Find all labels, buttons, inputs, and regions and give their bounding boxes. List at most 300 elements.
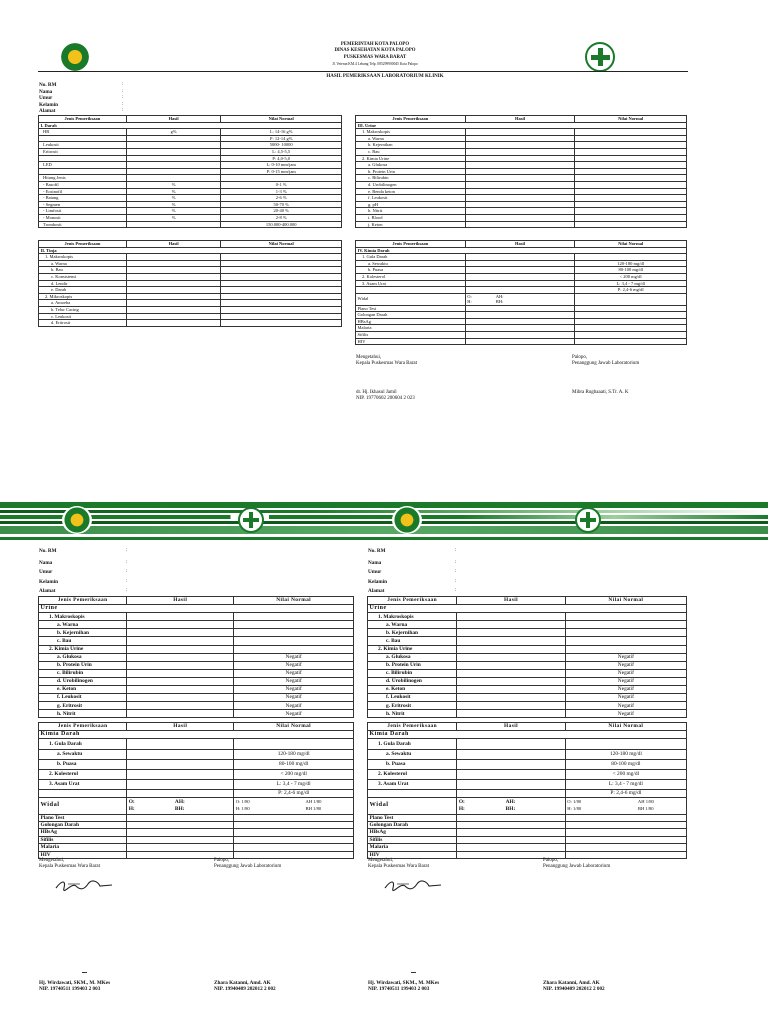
table-row bbox=[39, 260, 342, 267]
row-hasil bbox=[457, 669, 565, 677]
patient-label-kelamin: Kelamin bbox=[39, 101, 59, 108]
row-name: HBsAg bbox=[368, 829, 457, 836]
row-hasil bbox=[127, 669, 234, 677]
row-name: 2. Mikroskopis bbox=[39, 293, 127, 300]
col-header-jenis: Jenis Pemeriksaan bbox=[368, 597, 457, 605]
widal-ref-ah: AH 1/80 bbox=[637, 798, 654, 804]
row-hasil: % bbox=[126, 195, 221, 202]
patient-label-nama: Nama bbox=[39, 560, 53, 566]
row-hasil bbox=[457, 790, 565, 797]
row-hasil bbox=[457, 829, 565, 836]
row-name: LED bbox=[39, 162, 127, 169]
patient-value-rm: : bbox=[122, 82, 124, 87]
row-normal: < 200 mg/dl bbox=[234, 770, 354, 780]
table-row bbox=[356, 325, 687, 332]
row-normal bbox=[234, 637, 354, 645]
row-normal bbox=[221, 280, 342, 287]
row-normal bbox=[234, 613, 354, 621]
row-normal bbox=[575, 162, 687, 169]
patient-label-rm: No. RM bbox=[39, 82, 57, 88]
table-row bbox=[39, 181, 342, 188]
row-normal: 150.000-400.000 bbox=[221, 221, 342, 228]
table-row bbox=[356, 148, 687, 155]
row-name: - Monosit bbox=[39, 214, 127, 221]
col-header-jenis: Jenis Pemeriksaan bbox=[39, 723, 127, 731]
row-hasil bbox=[465, 312, 575, 319]
bottom-kimia-table bbox=[367, 722, 687, 859]
row-name: a. Glukosa bbox=[39, 653, 127, 661]
table-row bbox=[356, 305, 687, 312]
row-normal bbox=[575, 142, 687, 149]
health-cross-icon bbox=[585, 42, 615, 72]
palopo-emblem-icon bbox=[392, 506, 422, 534]
row-normal: P: 2,4-6 mg/dl bbox=[575, 287, 687, 294]
row-hasil bbox=[465, 195, 575, 202]
row-normal: 120-180 mg/dl bbox=[234, 750, 354, 760]
section-tinja: II. Tinja bbox=[39, 247, 342, 254]
row-name: g. pH bbox=[356, 201, 466, 208]
sign-right-name: Zhara Katanni, Amd. AK bbox=[543, 980, 600, 986]
row-name: c. Bilirubin bbox=[39, 669, 127, 677]
row-name: - Limfosit bbox=[39, 208, 127, 215]
row-normal bbox=[234, 836, 354, 843]
table-row bbox=[356, 142, 687, 149]
table-row bbox=[356, 280, 687, 287]
row-normal bbox=[565, 822, 686, 829]
row-name: c. Bau bbox=[356, 148, 466, 155]
sign-left-name-block bbox=[368, 980, 439, 993]
row-name bbox=[368, 790, 457, 797]
row-normal bbox=[575, 155, 687, 162]
row-name: HIV bbox=[356, 338, 466, 345]
col-header-hasil: Hasil bbox=[457, 723, 565, 731]
table-row bbox=[368, 613, 687, 621]
table-row bbox=[39, 694, 354, 702]
col-header-jenis: Jenis Pemeriksaan bbox=[356, 116, 466, 123]
row-name: b. Protein Urin bbox=[368, 661, 457, 669]
col-header-normal: Nilai Normal bbox=[565, 723, 686, 731]
table-row bbox=[356, 181, 687, 188]
table-row bbox=[39, 629, 354, 637]
col-header-hasil: Hasil bbox=[127, 723, 234, 731]
row-name: Malaria bbox=[368, 844, 457, 851]
row-hasil bbox=[457, 822, 565, 829]
row-hasil bbox=[127, 822, 234, 829]
row-normal: Negatif bbox=[565, 677, 686, 685]
row-normal: L: 3,4 - 7 mg/dl bbox=[565, 780, 686, 790]
row-hasil bbox=[465, 331, 575, 338]
widal-h: H: bbox=[128, 805, 135, 812]
col-header-normal: Nilai Normal bbox=[234, 723, 354, 731]
row-name: b. Puasa bbox=[356, 267, 466, 274]
widal-ref-h: H: 1/80 bbox=[567, 805, 582, 811]
table-row bbox=[368, 629, 687, 637]
sign-left-nip: NIP. 19740511 199403 2 003 bbox=[368, 986, 430, 993]
row-hasil bbox=[457, 621, 565, 629]
row-name: 1. Makroskopis bbox=[356, 129, 466, 136]
patient-label-umur: Umur bbox=[368, 569, 382, 575]
section-urine: Urine bbox=[368, 605, 687, 613]
patient-label-alamat: Alamat bbox=[368, 588, 385, 594]
table-row bbox=[39, 686, 354, 694]
col-header-jenis: Jenis Pemeriksaan bbox=[368, 723, 457, 731]
table-row bbox=[39, 760, 354, 770]
widal-h: H: bbox=[458, 805, 465, 812]
row-normal bbox=[565, 739, 686, 750]
row-name: 2. Kimia Urine bbox=[368, 645, 457, 653]
col-header-normal: Nilai Normal bbox=[234, 597, 354, 605]
table-row bbox=[356, 331, 687, 338]
row-hasil bbox=[457, 760, 565, 770]
bottom-form-left bbox=[38, 548, 354, 1008]
row-name: HBsAg bbox=[39, 829, 127, 836]
table-row bbox=[356, 221, 687, 228]
row-normal bbox=[575, 195, 687, 202]
section-urine: III. Urine bbox=[356, 122, 687, 129]
row-hasil bbox=[457, 645, 565, 653]
table-row bbox=[368, 844, 687, 851]
row-normal: < 200 mg/dl bbox=[575, 273, 687, 280]
row-hasil bbox=[127, 653, 234, 661]
row-name: - Eosinofil bbox=[39, 188, 127, 195]
row-name: 1. Makroskopis bbox=[39, 613, 127, 621]
row-normal bbox=[575, 148, 687, 155]
row-name: Sifilis bbox=[39, 836, 127, 843]
col-header-jenis: Jenis Pemeriksaan bbox=[39, 116, 127, 123]
patient-value-alamat: : bbox=[126, 588, 128, 593]
row-hasil bbox=[465, 267, 575, 274]
row-name: Sifilis bbox=[368, 836, 457, 843]
table-row bbox=[368, 829, 687, 836]
table-row bbox=[368, 621, 687, 629]
row-name: Golongan Darah bbox=[39, 822, 127, 829]
row-name: Eritrosit bbox=[39, 148, 127, 155]
patient-value-nama: : bbox=[455, 560, 457, 565]
row-hasil bbox=[126, 148, 221, 155]
widal-normal bbox=[234, 797, 354, 814]
row-hasil bbox=[127, 686, 234, 694]
row-hasil bbox=[465, 260, 575, 267]
sign-penanggung: Penanggung Jawab Laboratorium bbox=[543, 864, 611, 870]
table-row bbox=[368, 836, 687, 843]
widal-ref-bh: BH 1/80 bbox=[305, 805, 322, 811]
patient-label-kelamin: Kelamin bbox=[368, 579, 388, 585]
signature-image bbox=[383, 878, 443, 892]
row-normal bbox=[575, 135, 687, 142]
top-sign-right-name bbox=[572, 390, 628, 396]
row-normal bbox=[221, 273, 342, 280]
table-row bbox=[356, 175, 687, 182]
row-normal bbox=[221, 287, 342, 294]
row-hasil bbox=[127, 621, 234, 629]
bottom-kimia-table bbox=[38, 722, 354, 859]
palopo-emblem-icon bbox=[58, 42, 92, 72]
table-row bbox=[356, 188, 687, 195]
row-normal bbox=[565, 621, 686, 629]
table-row bbox=[39, 155, 342, 162]
table-row bbox=[39, 280, 342, 287]
row-normal bbox=[565, 814, 686, 821]
row-normal: Negatif bbox=[565, 669, 686, 677]
table-row bbox=[39, 320, 342, 327]
row-hasil bbox=[126, 273, 221, 280]
table-row bbox=[368, 770, 687, 780]
sign-city: Palopo, bbox=[543, 858, 559, 863]
row-name: b. Bau bbox=[39, 267, 127, 274]
sign-right-nip: NIP. 19940409 202012 2 002 bbox=[214, 986, 276, 993]
row-normal: Negatif bbox=[234, 710, 354, 718]
row-name: 2. Kimia Urine bbox=[356, 155, 466, 162]
table-row bbox=[39, 829, 354, 836]
row-name: f. Leukosit bbox=[368, 694, 457, 702]
table-row bbox=[39, 814, 354, 821]
patient-value-umur: : bbox=[126, 569, 128, 574]
sign-mengetahui: Mengetahui, bbox=[368, 858, 394, 863]
row-hasil bbox=[465, 181, 575, 188]
widal-result bbox=[457, 797, 565, 814]
row-normal bbox=[575, 338, 687, 345]
widal-normal bbox=[575, 293, 687, 305]
sign-kepala: Kepala Puskesmas Wara Barat bbox=[368, 864, 430, 870]
row-name: c. Leukosit bbox=[39, 313, 127, 320]
table-row bbox=[39, 661, 354, 669]
bottom-urine-table bbox=[38, 596, 354, 718]
header-address: Jl. Veteran KM.4 Lebang Telp. 085299900045 Kota Palopo bbox=[332, 62, 418, 67]
table-row bbox=[39, 129, 342, 136]
row-hasil bbox=[127, 702, 234, 710]
row-hasil bbox=[465, 305, 575, 312]
row-normal bbox=[575, 221, 687, 228]
table-row bbox=[39, 710, 354, 718]
row-hasil bbox=[126, 280, 221, 287]
widal-bh: BH: bbox=[505, 805, 516, 812]
row-name: Golongan Darah bbox=[356, 312, 466, 319]
patient-value-rm: : bbox=[126, 548, 128, 553]
patient-value-alamat: : bbox=[122, 108, 124, 113]
row-normal: P: 2,4-6 mg/dl bbox=[565, 790, 686, 797]
row-hasil bbox=[127, 677, 234, 685]
table-row bbox=[39, 739, 354, 750]
row-name: g. Eritrosit bbox=[368, 702, 457, 710]
col-header-jenis: Jenis Pemeriksaan bbox=[356, 241, 466, 248]
row-normal bbox=[234, 621, 354, 629]
table-row bbox=[356, 195, 687, 202]
table-row bbox=[39, 750, 354, 760]
widal-ref-o: O: 1/80 bbox=[567, 799, 582, 805]
row-name: a. Glukosa bbox=[368, 653, 457, 661]
row-normal bbox=[221, 306, 342, 313]
header-line1: PEMERINTAH KOTA PALOPO bbox=[340, 42, 410, 47]
row-name bbox=[39, 790, 127, 797]
row-name: 3. Asam Urat bbox=[368, 780, 457, 790]
table-row bbox=[39, 300, 342, 307]
table-row bbox=[368, 686, 687, 694]
row-hasil bbox=[465, 338, 575, 345]
table-row bbox=[39, 254, 342, 261]
table-row bbox=[368, 814, 687, 821]
row-name: b. Puasa bbox=[368, 760, 457, 770]
row-normal bbox=[234, 645, 354, 653]
table-row bbox=[39, 148, 342, 155]
row-hasil bbox=[465, 273, 575, 280]
row-name: Plano Test bbox=[368, 814, 457, 821]
table-row bbox=[368, 739, 687, 750]
header-line3: PUSKESMAS WARA BARAT bbox=[343, 54, 407, 60]
row-normal: P: 4,0-5,0 bbox=[221, 155, 342, 162]
row-hasil bbox=[465, 208, 575, 215]
row-hasil bbox=[465, 221, 575, 228]
widal-h: H: bbox=[467, 299, 472, 305]
row-normal: 50-70 % bbox=[221, 201, 342, 208]
sign-left-name: Hj. Wirdawati, SKM., M. MKes bbox=[368, 980, 440, 986]
row-normal bbox=[575, 208, 687, 215]
sign-left-name-block bbox=[39, 980, 110, 993]
patient-label-nama: Nama bbox=[368, 560, 382, 566]
row-normal bbox=[575, 318, 687, 325]
table-row bbox=[356, 254, 687, 261]
row-hasil bbox=[457, 836, 565, 843]
row-normal: 1-3 % bbox=[221, 188, 342, 195]
patient-label-alamat: Alamat bbox=[39, 588, 56, 594]
row-hasil bbox=[126, 300, 221, 307]
table-row bbox=[356, 135, 687, 142]
row-normal: Negatif bbox=[234, 669, 354, 677]
patient-label-rm: No. RM bbox=[39, 548, 57, 554]
sign-right-name: Mibra Rugbaaati, S.Tr. A. K bbox=[572, 390, 629, 395]
row-name: d. Eritrosit bbox=[39, 320, 127, 327]
row-hasil bbox=[127, 694, 234, 702]
signature-dash bbox=[82, 972, 87, 973]
row-normal: Negatif bbox=[234, 686, 354, 694]
row-name: e. Keton bbox=[368, 686, 457, 694]
row-name: e. Keton bbox=[39, 686, 127, 694]
top-sign-left-name bbox=[356, 390, 415, 403]
row-normal: L: 0-10 mm/jam bbox=[221, 162, 342, 169]
row-normal bbox=[221, 300, 342, 307]
row-name: d. Urobilinogen bbox=[356, 181, 466, 188]
row-normal bbox=[575, 201, 687, 208]
row-name: 1. Gula Darah bbox=[39, 739, 127, 750]
table-row bbox=[39, 201, 342, 208]
row-normal: 120-180 mg/dl bbox=[575, 260, 687, 267]
row-name: 2. Kolesterol bbox=[356, 273, 466, 280]
col-header-hasil: Hasil bbox=[465, 116, 575, 123]
sign-right-name-block bbox=[214, 980, 276, 993]
patient-value-nama: : bbox=[122, 88, 124, 94]
row-name: c. Bilirubin bbox=[368, 669, 457, 677]
row-normal bbox=[565, 829, 686, 836]
table-row bbox=[368, 710, 687, 718]
row-hasil bbox=[457, 694, 565, 702]
row-hasil bbox=[126, 320, 221, 327]
table-row bbox=[356, 312, 687, 319]
row-normal: L: 4,5-5,5 bbox=[221, 148, 342, 155]
row-name: j. Keton bbox=[356, 221, 466, 228]
row-name: a. Sewaktu bbox=[39, 750, 127, 760]
row-hasil bbox=[126, 221, 221, 228]
row-hasil bbox=[127, 613, 234, 621]
widal-result bbox=[465, 293, 575, 305]
row-name: a. Sewaktu bbox=[356, 260, 466, 267]
widal-ref-ah: AH 1/80 bbox=[305, 798, 322, 804]
row-normal: Negatif bbox=[565, 694, 686, 702]
col-header-normal: Nilai Normal bbox=[221, 116, 342, 123]
col-header-hasil: Hasil bbox=[457, 597, 565, 605]
table-row bbox=[368, 790, 687, 797]
sign-left bbox=[368, 858, 429, 871]
patient-label-rm: No. RM bbox=[368, 548, 386, 554]
health-cross-icon bbox=[575, 507, 601, 533]
section-kimia: Kimia Darah bbox=[368, 731, 687, 739]
table-row bbox=[39, 669, 354, 677]
row-normal bbox=[234, 829, 354, 836]
row-hasil bbox=[465, 287, 575, 294]
row-hasil bbox=[126, 142, 221, 149]
row-normal: 80-100 mg/dl bbox=[565, 760, 686, 770]
darah-table bbox=[38, 115, 342, 228]
row-name: 3. Asam Urat bbox=[356, 280, 466, 287]
row-hasil bbox=[465, 162, 575, 169]
header-line2: DINAS KESEHATAN KOTA PALOPO bbox=[334, 48, 416, 54]
row-hasil bbox=[127, 790, 234, 797]
row-name: 1. Makroskopis bbox=[39, 254, 127, 261]
sign-left-nip: NIP. 19770602 200604 2 023 bbox=[356, 396, 415, 402]
sign-kepala: Kepala Puskesmas Wara Barat bbox=[39, 864, 101, 870]
row-hasil bbox=[126, 254, 221, 261]
row-hasil bbox=[465, 168, 575, 175]
table-row bbox=[356, 260, 687, 267]
row-name: - Batang bbox=[39, 195, 127, 202]
widal-ref-o: O: 1/80 bbox=[235, 799, 250, 805]
col-header-hasil: Hasil bbox=[126, 241, 221, 248]
row-normal: < 200 mg/dl bbox=[565, 770, 686, 780]
table-row bbox=[356, 155, 687, 162]
sign-left-nip: NIP. 19740511 199403 2 003 bbox=[39, 986, 101, 993]
row-hasil bbox=[127, 780, 234, 790]
col-header-hasil: Hasil bbox=[465, 241, 575, 248]
row-name: 1. Makroskopis bbox=[368, 613, 457, 621]
table-row bbox=[356, 129, 687, 136]
row-hasil bbox=[127, 750, 234, 760]
table-row bbox=[39, 135, 342, 142]
row-name: c. Bilirubin bbox=[356, 175, 466, 182]
row-name: 1. Gula Darah bbox=[368, 739, 457, 750]
row-normal bbox=[221, 267, 342, 274]
table-row bbox=[368, 822, 687, 829]
widal-o: O: bbox=[128, 799, 135, 806]
signature-dash bbox=[411, 972, 416, 973]
section-kimia: IV. Kimia Darah bbox=[356, 247, 687, 254]
row-name: f. Leukosit bbox=[39, 694, 127, 702]
row-name bbox=[356, 287, 466, 294]
section-darah: I. Darah bbox=[39, 122, 342, 129]
table-row bbox=[39, 702, 354, 710]
sign-right-nip: NIP. 19940409 202012 2 002 bbox=[543, 986, 605, 993]
row-name: a. Warna bbox=[39, 621, 127, 629]
row-hasil bbox=[127, 836, 234, 843]
row-normal bbox=[565, 613, 686, 621]
row-hasil bbox=[457, 780, 565, 790]
table-row bbox=[39, 142, 342, 149]
row-hasil: % bbox=[126, 208, 221, 215]
row-normal bbox=[221, 293, 342, 300]
bottom-urine-table bbox=[367, 596, 687, 718]
widal-bh: BH: bbox=[174, 805, 185, 812]
patient-label-nama: Nama bbox=[39, 88, 53, 95]
row-normal bbox=[575, 188, 687, 195]
table-row bbox=[368, 637, 687, 645]
top-sign-right bbox=[572, 355, 639, 368]
